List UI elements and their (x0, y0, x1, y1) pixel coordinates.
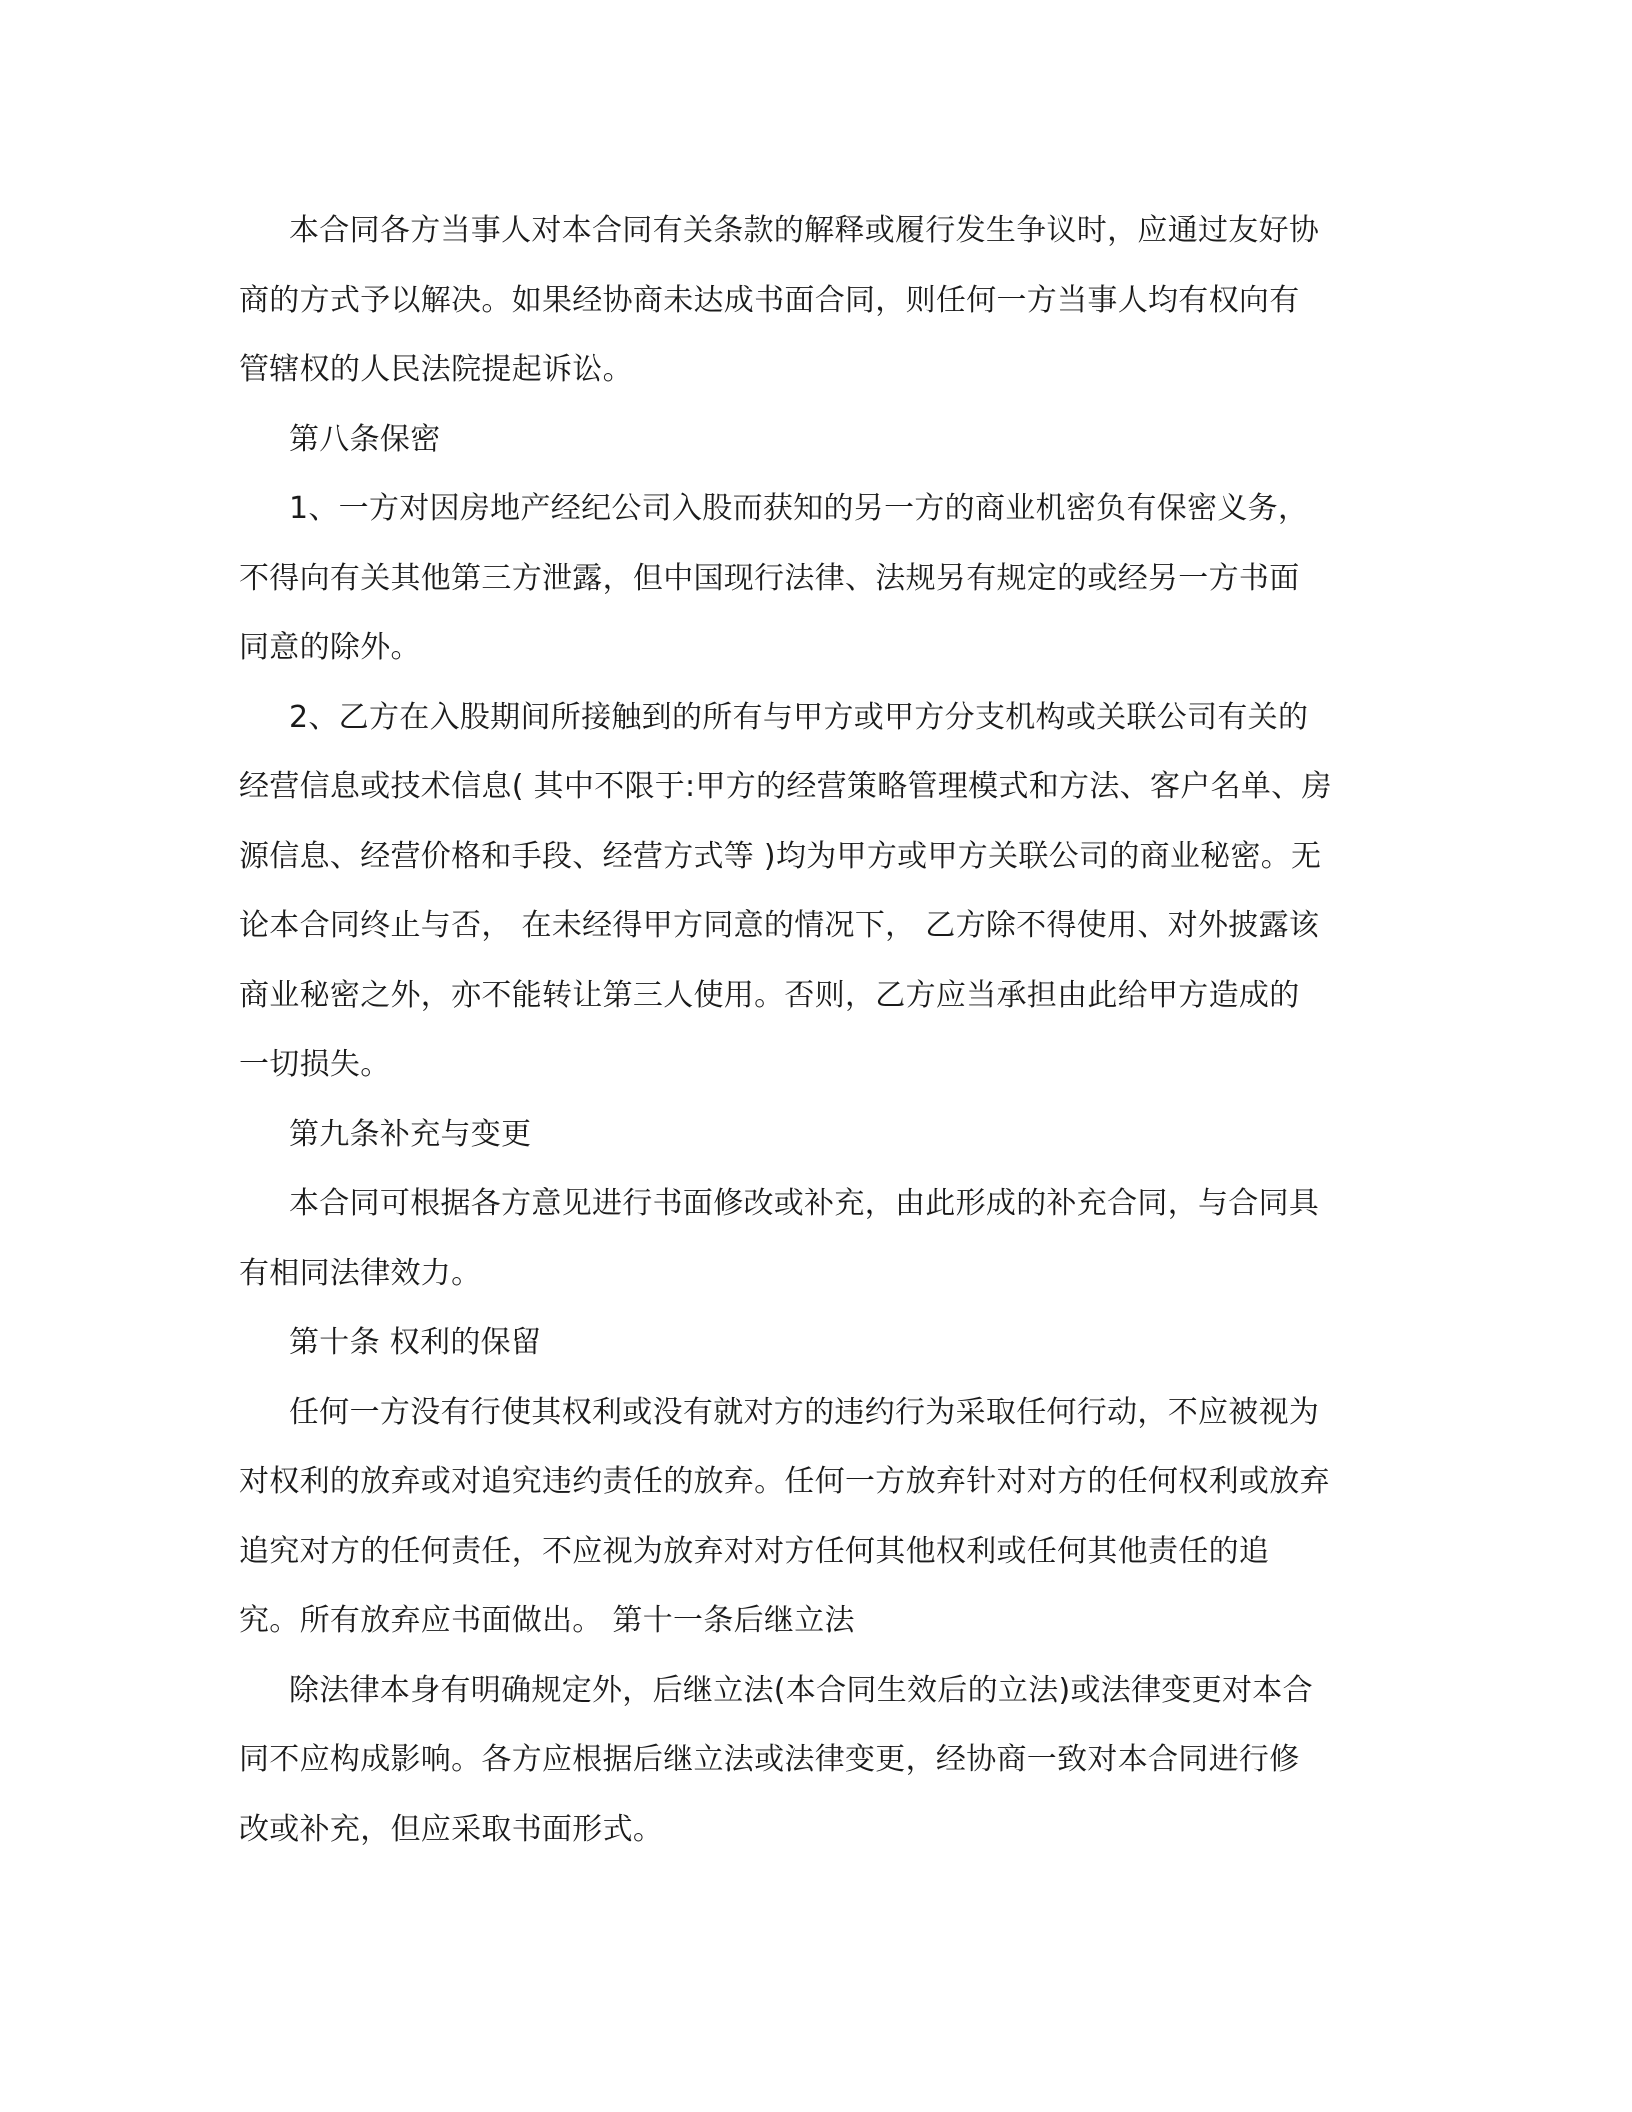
paragraph-amendment (239, 1169, 1389, 1308)
text-line: 一切损失。 (239, 1047, 391, 1082)
text-line: 商业秘密之外，亦不能转让第三人使用。否则，乙方应当承担由此给甲方造成的 (239, 977, 1300, 1013)
text-line: 追究对方的任何责任，不应视为放弃对对方任何其他权利或任何其他责任的追 (239, 1533, 1270, 1569)
paragraph-subsequent-legislation (239, 1656, 1389, 1865)
heading-article-10 (239, 1308, 1389, 1378)
text-line: 同不应构成影响。各方应根据后继立法或法律变更，经协商一致对本合同进行修 (239, 1742, 1300, 1777)
text-line: 论本合同终止与否， 在未经得甲方同意的情况下， 乙方除不得使用、对外披露该 (239, 908, 1320, 943)
text-line: 有相同法律效力。 (239, 1255, 482, 1291)
heading-article-9 (239, 1100, 1389, 1170)
text-line: 管辖权的人民法院提起诉讼。 (239, 352, 633, 387)
text-line: 究。所有放弃应书面做出。 第十一条后继立法 (239, 1603, 855, 1638)
text-line: 本合同可根据各方意见进行书面修改或补充，由此形成的补充合同，与合同具 (289, 1186, 1320, 1221)
text-line: 第九条补充与变更 (289, 1116, 532, 1152)
text-line: 第十条 权利的保留 (289, 1325, 542, 1360)
text-line: 商的方式予以解决。如果经协商未达成书面合同，则任何一方当事人均有权向有 (239, 282, 1300, 318)
text-line: 1、一方对因房地产经纪公司入股而获知的另一方的商业机密负有保密义务， (289, 491, 1309, 526)
text-line: 第八条保密 (289, 421, 441, 457)
text-line: 同意的除外。 (239, 630, 421, 665)
text-line: 经营信息或技术信息( 其中不限于:甲方的经营策略管理模式和方法、客户名单、房 (239, 769, 1332, 804)
text-line: 本合同各方当事人对本合同有关条款的解释或履行发生争议时，应通过友好协 (289, 213, 1320, 248)
paragraph-confidentiality-1 (239, 474, 1389, 683)
text-line: 对权利的放弃或对追究违约责任的放弃。任何一方放弃针对对方的任何权利或放弃 (239, 1464, 1330, 1499)
heading-article-8 (239, 405, 1389, 475)
text-line: 源信息、经营价格和手段、经营方式等 )均为甲方或甲方关联公司的商业秘密。无 (239, 838, 1322, 874)
document-body (239, 196, 1389, 1864)
paragraph-reservation-of-rights (239, 1378, 1389, 1656)
text-line: 不得向有关其他第三方泄露，但中国现行法律、法规另有规定的或经另一方书面 (239, 560, 1300, 596)
text-line: 除法律本身有明确规定外，后继立法(本合同生效后的立法)或法律变更对本合 (289, 1672, 1313, 1708)
paragraph-dispute-resolution (239, 196, 1389, 405)
text-line: 任何一方没有行使其权利或没有就对方的违约行为采取任何行动，不应被视为 (289, 1394, 1320, 1430)
text-line: 改或补充，但应采取书面形式。 (239, 1811, 664, 1847)
paragraph-confidentiality-2 (239, 683, 1389, 1100)
text-line: 2、乙方在入股期间所接触到的所有与甲方或甲方分支机构或关联公司有关的 (289, 699, 1309, 735)
